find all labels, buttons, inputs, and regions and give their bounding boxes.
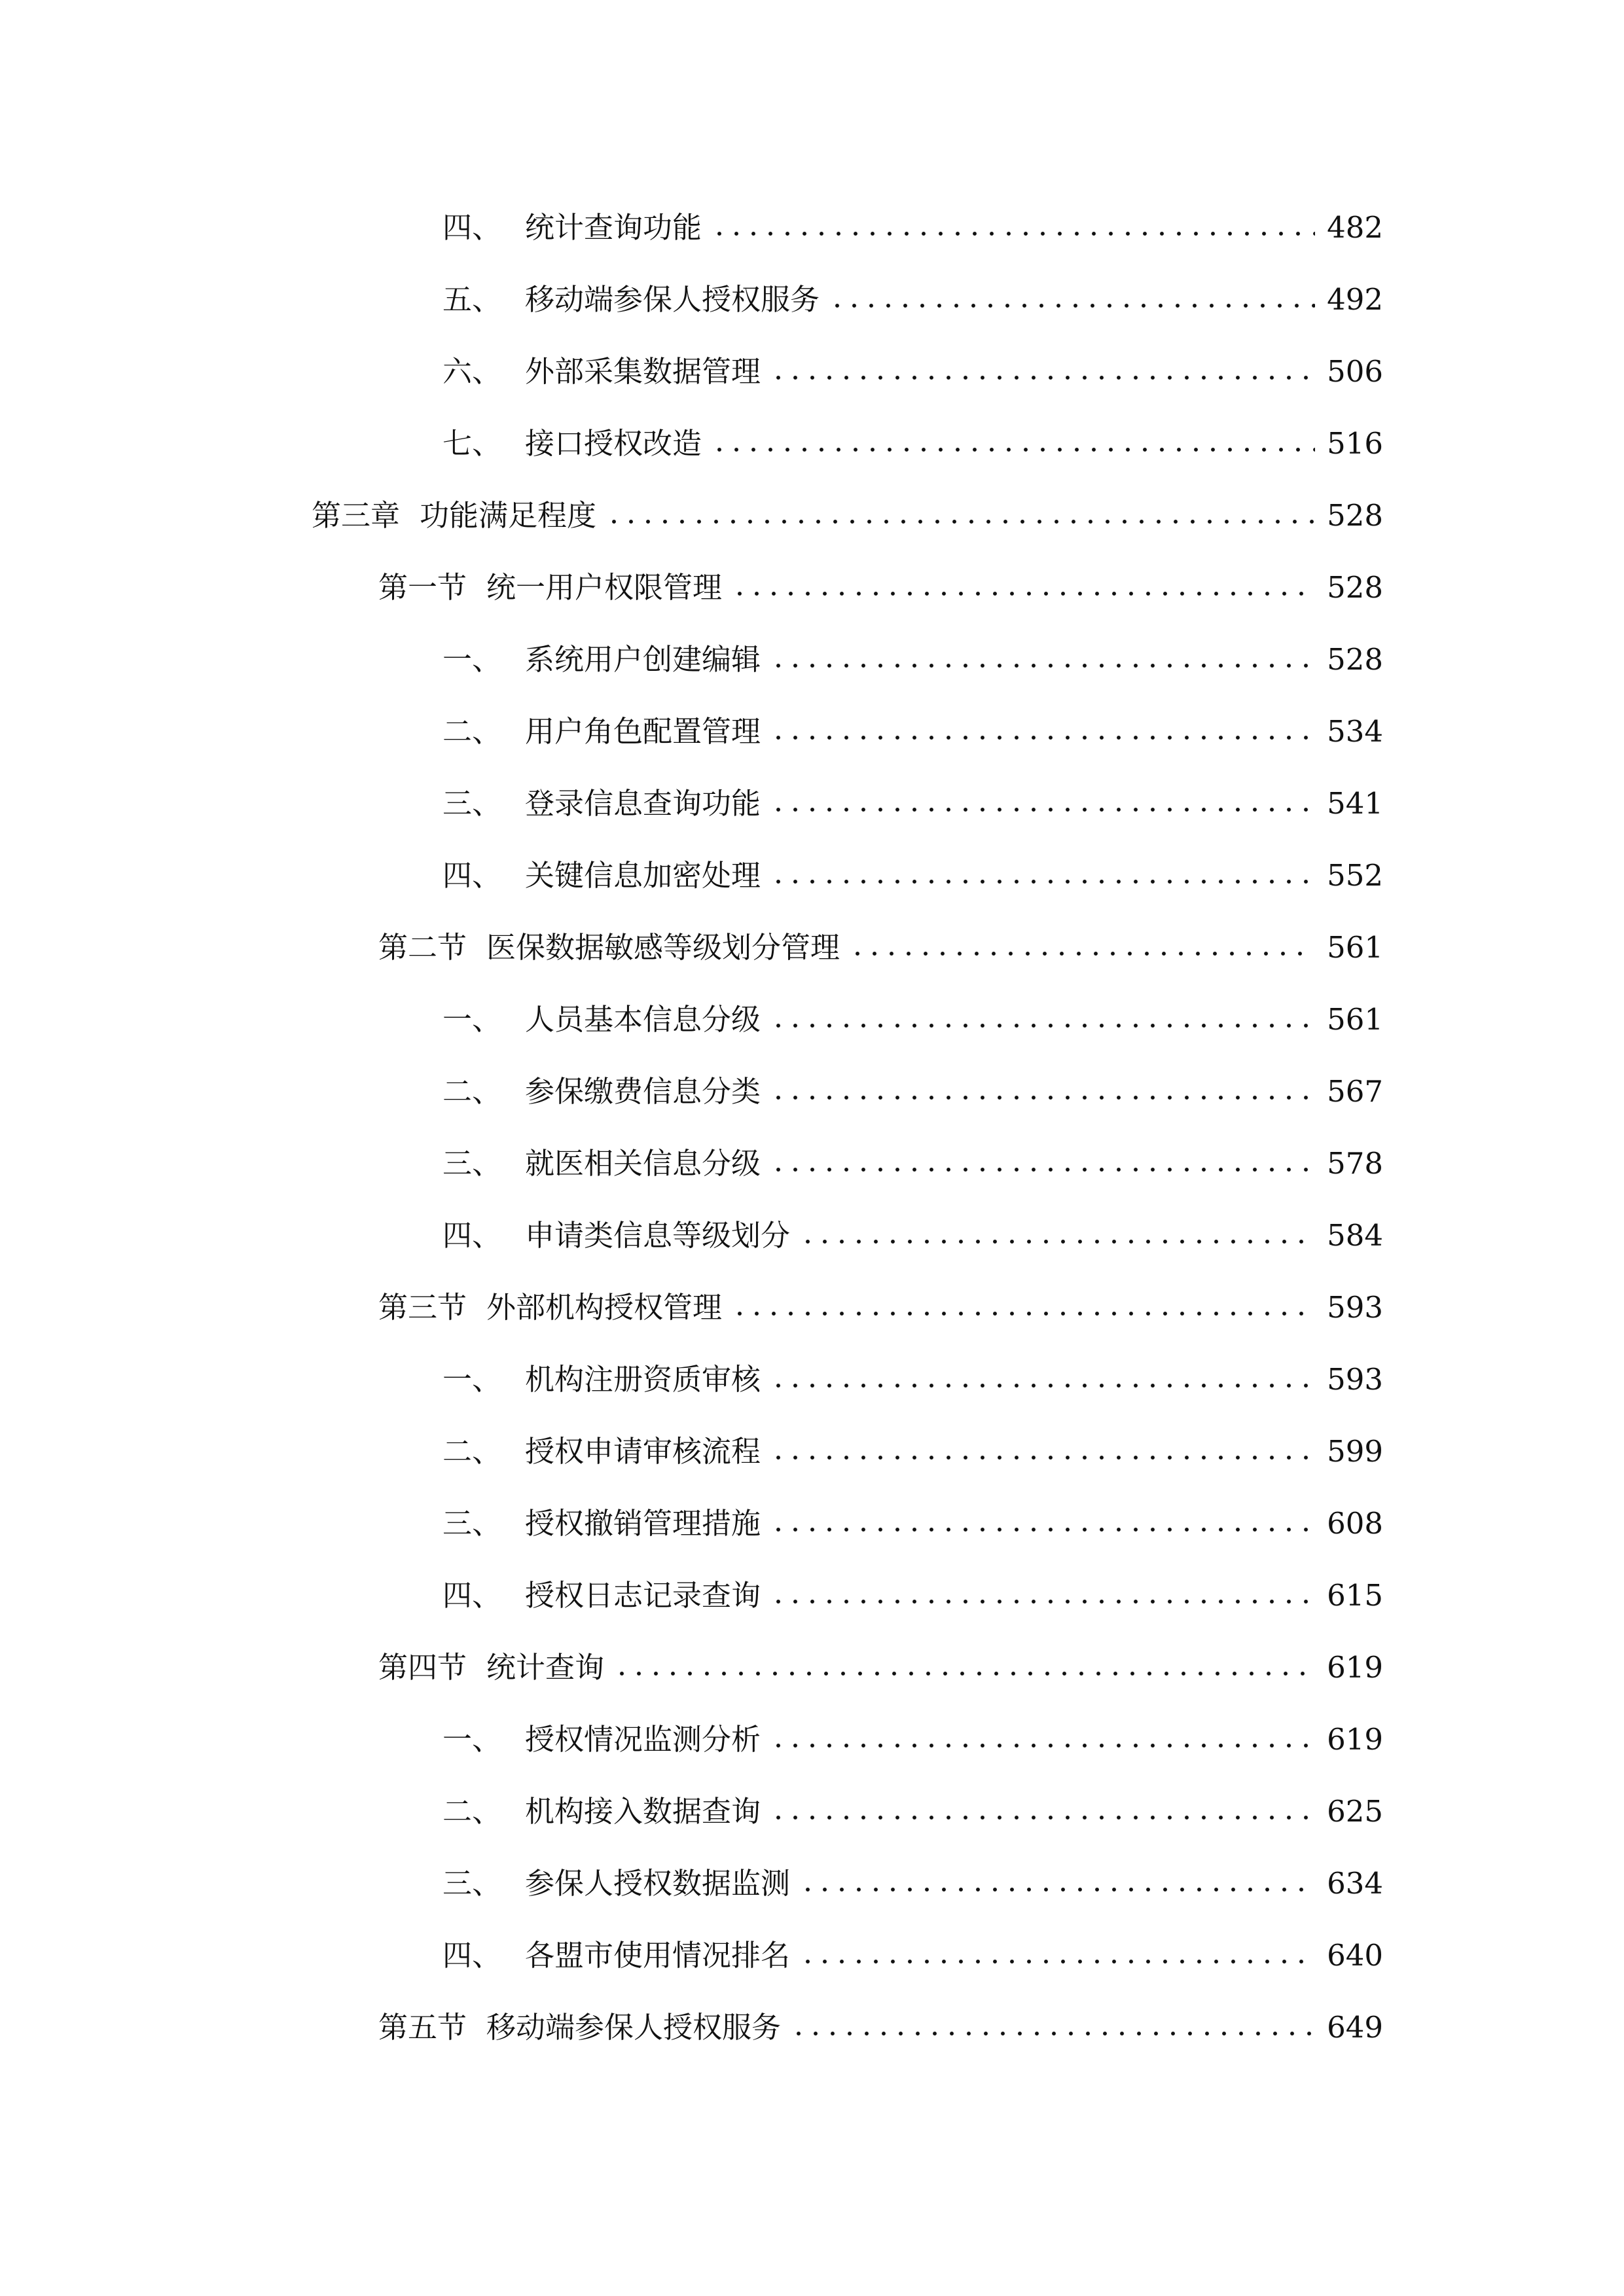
toc-entry[interactable]: [0, 634, 1624, 686]
toc-entry-number: 一、: [442, 1002, 502, 1037]
toc-section-entry[interactable]: [0, 2001, 1624, 2054]
toc-entry-page: 528: [1327, 570, 1383, 605]
toc-entry-page: 567: [1327, 1074, 1383, 1109]
dot-leader: [770, 806, 1315, 813]
toc-entry-title: 人员基本信息分级: [525, 1002, 761, 1037]
toc-entry[interactable]: [0, 1138, 1624, 1190]
toc-section-entry[interactable]: [0, 922, 1624, 974]
toc-entry-title: 统一用户权限管理: [486, 570, 723, 605]
toc-entry-label: [442, 706, 761, 758]
toc-entry-title: 就医相关信息分级: [525, 1146, 761, 1181]
toc-entry-label: [442, 1138, 761, 1190]
dot-leader: [770, 1166, 1315, 1173]
toc-entry-page: 634: [1327, 1866, 1383, 1901]
toc-section-entry[interactable]: [0, 562, 1624, 614]
toc-entry-number: 三、: [442, 1866, 502, 1901]
toc-entry-label: [442, 994, 761, 1046]
toc-entry-title: 申请类信息等级划分: [525, 1218, 791, 1253]
toc-entry-title: 授权申请审核流程: [525, 1434, 761, 1469]
toc-entry-number: 七、: [442, 426, 502, 461]
toc-section-number: 第二节: [378, 930, 467, 965]
toc-entry-number: 五、: [442, 282, 502, 317]
toc-entry-number: 四、: [442, 210, 502, 245]
toc-entry-label: [442, 1713, 761, 1766]
toc-chapter-number: 第三章: [312, 498, 401, 533]
toc-entry-page: 625: [1327, 1794, 1383, 1829]
toc-entry-number: 二、: [442, 1434, 502, 1469]
toc-entry-title: 各盟市使用情况排名: [525, 1938, 791, 1973]
toc-entry-label: [442, 1426, 761, 1478]
toc-entry-label: [442, 634, 761, 686]
toc-entry-title: 接口授权改造: [525, 426, 702, 461]
toc-entry-label: [442, 202, 702, 254]
toc-entry-title: 参保人授权数据监测: [525, 1866, 791, 1901]
dot-leader: [790, 2030, 1315, 2037]
toc-entry-title: 统计查询功能: [525, 210, 702, 245]
toc-entry-label: [442, 1210, 790, 1262]
dot-leader: [605, 518, 1315, 525]
toc-entry-title: 用户角色配置管理: [525, 714, 761, 749]
dot-leader: [770, 374, 1315, 381]
toc-entry-title: 医保数据敏感等级划分管理: [486, 930, 840, 965]
toc-entry-label: [378, 922, 840, 974]
toc-entry-page: 599: [1327, 1434, 1383, 1469]
toc-entry-number: 四、: [442, 1578, 502, 1613]
dot-leader: [731, 1310, 1315, 1317]
toc-chapter-entry[interactable]: [0, 490, 1624, 542]
dot-leader: [770, 662, 1315, 669]
toc-entry-page: 541: [1327, 786, 1383, 821]
toc-entry-page: 552: [1327, 858, 1383, 893]
dot-leader: [731, 590, 1315, 597]
toc-entry[interactable]: [0, 1929, 1624, 1982]
toc-entry[interactable]: [0, 1066, 1624, 1118]
toc-entry-page: 619: [1327, 1722, 1383, 1757]
toc-entry-label: [442, 1857, 790, 1910]
toc-entry-title: 参保缴费信息分类: [525, 1074, 761, 1109]
toc-entry-label: [442, 1498, 761, 1550]
toc-entry[interactable]: [0, 1857, 1624, 1910]
dot-leader: [711, 446, 1315, 453]
toc-entry-title: 授权情况监测分析: [525, 1722, 761, 1757]
dot-leader: [770, 1454, 1315, 1461]
dot-leader: [799, 1886, 1315, 1893]
toc-entry-number: 四、: [442, 1938, 502, 1973]
dot-leader: [829, 302, 1315, 309]
toc-entry-page: 640: [1327, 1938, 1383, 1973]
toc-entry-title: 关键信息加密处理: [525, 858, 761, 893]
toc-entry-label: [442, 850, 761, 902]
toc-entry-label: [442, 1354, 761, 1406]
toc-entry-number: 四、: [442, 1218, 502, 1253]
dot-leader: [770, 1526, 1315, 1533]
toc-entry-page: 619: [1327, 1650, 1383, 1685]
toc-entry-page: 593: [1327, 1362, 1383, 1397]
toc-entry-label: [378, 2001, 781, 2054]
toc-entry-title: 外部采集数据管理: [525, 354, 761, 389]
toc-entry-title: 系统用户创建编辑: [525, 642, 761, 677]
toc-entry-title: 授权日志记录查询: [525, 1578, 761, 1613]
toc-entry-page: 528: [1327, 498, 1383, 533]
toc-section-number: 第四节: [378, 1650, 467, 1685]
toc-entry[interactable]: [0, 1210, 1624, 1262]
toc-entry[interactable]: [0, 850, 1624, 902]
toc-entry-page: 561: [1327, 930, 1383, 965]
toc-entry-page: 578: [1327, 1146, 1383, 1181]
dot-leader: [770, 1022, 1315, 1029]
toc-entry[interactable]: [0, 346, 1624, 398]
toc-entry-number: 三、: [442, 1506, 502, 1541]
toc-entry-page: 584: [1327, 1218, 1383, 1253]
toc-entry[interactable]: [0, 418, 1624, 470]
toc-entry[interactable]: [0, 1498, 1624, 1550]
toc-entry-number: 一、: [442, 1722, 502, 1757]
toc-section-number: 第五节: [378, 2010, 467, 2045]
toc-entry-page: 561: [1327, 1002, 1383, 1037]
toc-entry-page: 615: [1327, 1578, 1383, 1613]
toc-entry-label: [378, 1641, 604, 1694]
toc-entry-page: 534: [1327, 714, 1383, 749]
toc-entry-label: [442, 1066, 761, 1118]
toc-entry-number: 一、: [442, 1362, 502, 1397]
toc-entry-page: 608: [1327, 1506, 1383, 1541]
toc-entry[interactable]: [0, 994, 1624, 1046]
toc-entry-title: 外部机构授权管理: [486, 1290, 723, 1325]
toc-entry-number: 一、: [442, 642, 502, 677]
toc-entry-label: [442, 1570, 761, 1622]
toc-entry-label: [378, 1282, 722, 1334]
toc-entry-title: 登录信息查询功能: [525, 786, 761, 821]
toc-entry-label: [442, 1929, 790, 1982]
toc-section-number: 第三节: [378, 1290, 467, 1325]
toc-entry-page: 506: [1327, 354, 1383, 389]
dot-leader: [770, 1598, 1315, 1605]
toc-entry-page: 593: [1327, 1290, 1383, 1325]
dot-leader: [770, 1742, 1315, 1749]
toc-entry[interactable]: [0, 202, 1624, 254]
toc-section-entry[interactable]: [0, 1641, 1624, 1694]
toc-entry[interactable]: [0, 1354, 1624, 1406]
toc-entry[interactable]: [0, 274, 1624, 326]
toc-entry-title: 统计查询: [486, 1650, 605, 1685]
toc-entry-number: 二、: [442, 1074, 502, 1109]
toc-entry-label: [378, 562, 722, 614]
toc-entry[interactable]: [0, 706, 1624, 758]
toc-entry[interactable]: [0, 1426, 1624, 1478]
dot-leader: [849, 950, 1315, 957]
toc-section-entry[interactable]: [0, 1282, 1624, 1334]
dot-leader: [799, 1238, 1315, 1245]
toc-entry-number: 三、: [442, 1146, 502, 1181]
toc-entry-page: 528: [1327, 642, 1383, 677]
toc-entry-label: [442, 778, 761, 830]
toc-entry[interactable]: [0, 778, 1624, 830]
toc-entry-page: 516: [1327, 426, 1383, 461]
toc-section-number: 第一节: [378, 570, 467, 605]
toc-entry-title: 功能满足程度: [420, 498, 597, 533]
toc-entry-page: 492: [1327, 282, 1383, 317]
toc-entry[interactable]: [0, 1713, 1624, 1766]
toc-entry-title: 机构接入数据查询: [525, 1794, 761, 1829]
toc-entry-number: 六、: [442, 354, 502, 389]
toc-entry[interactable]: [0, 1570, 1624, 1622]
dot-leader: [770, 878, 1315, 885]
toc-entry-title: 移动端参保人授权服务: [525, 282, 820, 317]
dot-leader: [770, 1814, 1315, 1821]
toc-entry-label: [312, 490, 596, 542]
toc-entry-number: 二、: [442, 714, 502, 749]
toc-entry-title: 授权撤销管理措施: [525, 1506, 761, 1541]
toc-entry-label: [442, 418, 702, 470]
toc-entry-number: 二、: [442, 1794, 502, 1829]
toc-entry-label: [442, 346, 761, 398]
dot-leader: [711, 230, 1315, 237]
toc-entry-number: 四、: [442, 858, 502, 893]
toc-entry-label: [442, 1785, 761, 1838]
toc-entry-title: 机构注册资质审核: [525, 1362, 761, 1397]
toc-entry[interactable]: [0, 1785, 1624, 1838]
toc-entry-page: 649: [1327, 2010, 1383, 2045]
toc-entry-title: 移动端参保人授权服务: [486, 2010, 782, 2045]
toc-entry-label: [442, 274, 820, 326]
dot-leader: [770, 1382, 1315, 1389]
dot-leader: [770, 1094, 1315, 1101]
toc-entry-number: 三、: [442, 786, 502, 821]
dot-leader: [613, 1670, 1315, 1677]
dot-leader: [799, 1958, 1315, 1965]
toc-entry-page: 482: [1327, 210, 1383, 245]
dot-leader: [770, 734, 1315, 741]
